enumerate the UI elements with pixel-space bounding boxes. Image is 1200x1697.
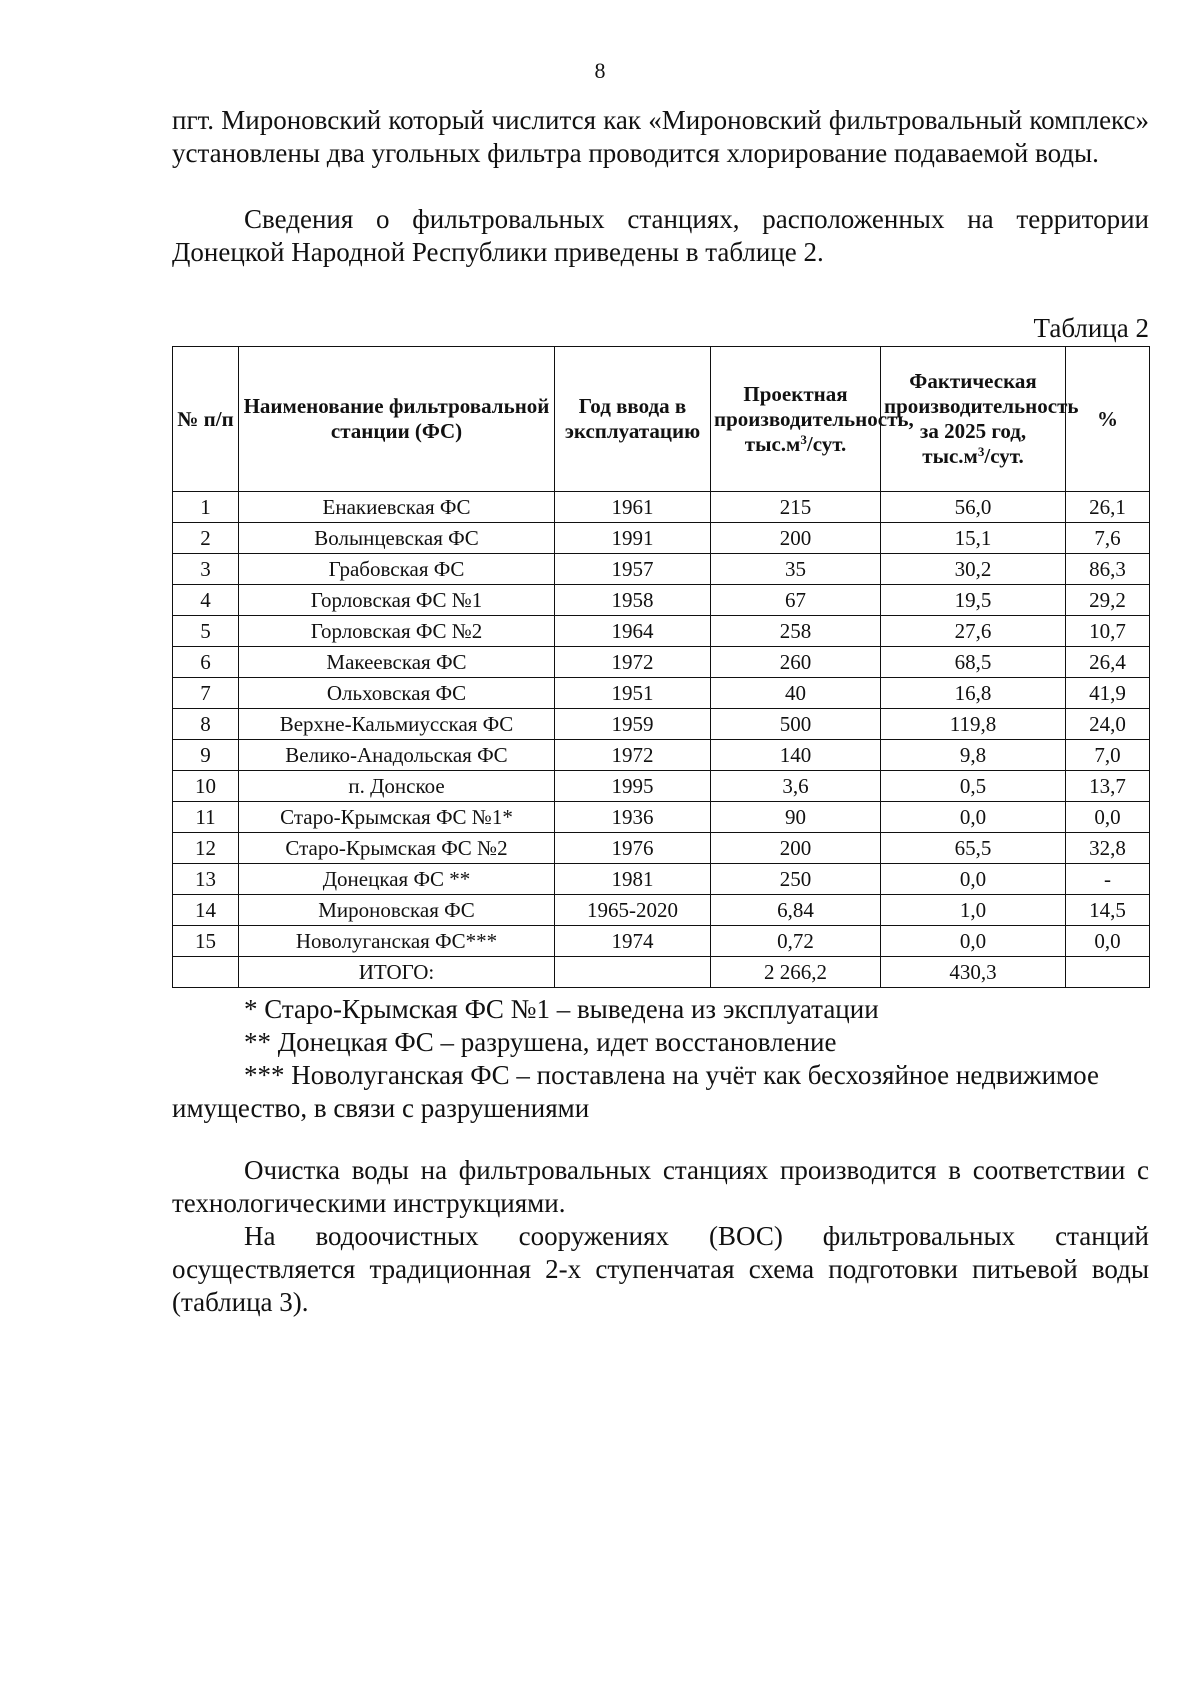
cell-design: 260: [711, 647, 881, 678]
cell-percent: 41,9: [1066, 678, 1150, 709]
cell-actual: 119,8: [881, 709, 1066, 740]
header-actual-sup: 3: [977, 444, 985, 459]
cell-percent: 26,4: [1066, 647, 1150, 678]
cell-actual: 68,5: [881, 647, 1066, 678]
cell-design: 250: [711, 864, 881, 895]
cell-year: 1995: [555, 771, 711, 802]
cell-percent: 0,0: [1066, 926, 1150, 957]
table-row: [173, 926, 1150, 957]
cell-percent: [1066, 957, 1150, 988]
cell-design: 3,6: [711, 771, 881, 802]
cell-num: 6: [173, 647, 239, 678]
cell-year: 1957: [555, 554, 711, 585]
cell-design: 40: [711, 678, 881, 709]
cell-num: 7: [173, 678, 239, 709]
cell-num: 4: [173, 585, 239, 616]
cell-percent: -: [1066, 864, 1150, 895]
cell-num: [173, 957, 239, 988]
cell-year: 1959: [555, 709, 711, 740]
cell-num: 9: [173, 740, 239, 771]
cell-year: 1936: [555, 802, 711, 833]
footnote-3: *** Новолуганская ФС – поставлена на учёт как бесхозяйное недвижимое имущество, в связи с разрушениями: [172, 1060, 1099, 1123]
cell-num: 2: [173, 523, 239, 554]
table-row: [173, 585, 1150, 616]
header-design: [711, 347, 914, 492]
cell-actual: 0,0: [881, 864, 1066, 895]
cell-actual: 27,6: [881, 616, 1066, 647]
total-design: 2 266,2: [711, 957, 881, 988]
cell-percent: 32,8: [1066, 833, 1150, 864]
table-row: [173, 771, 1150, 802]
cell-design: 90: [711, 802, 881, 833]
cell-design: 200: [711, 523, 881, 554]
cell-year: [555, 957, 711, 988]
cell-percent: 29,2: [1066, 585, 1150, 616]
cell-name: Донецкая ФС **: [239, 864, 555, 895]
table-caption: Таблица 2: [1033, 313, 1149, 343]
table-row: [173, 647, 1150, 678]
table-row: [173, 709, 1150, 740]
cell-name: Макеевская ФС: [239, 647, 555, 678]
table-row: [173, 616, 1150, 647]
header-percent: %: [1066, 347, 1150, 492]
cell-actual: 56,0: [881, 492, 1066, 523]
cell-design: 67: [711, 585, 881, 616]
cell-name: Волынцевская ФС: [239, 523, 555, 554]
cell-percent: 7,6: [1066, 523, 1150, 554]
table-row: [173, 554, 1150, 585]
table-row: [173, 833, 1150, 864]
cell-year: 1972: [555, 740, 711, 771]
cell-actual: 1,0: [881, 895, 1066, 926]
outro-paragraph-2: На водоочистных сооружениях (ВОС) фильтровальных станций осуществляется традиционная 2-х ступенчатая схема подготовки питьевой воды (таблица 3).: [172, 1221, 1149, 1317]
cell-actual: 0,0: [881, 926, 1066, 957]
cell-year: 1965-2020: [555, 895, 711, 926]
cell-actual: 0,5: [881, 771, 1066, 802]
cell-num: 8: [173, 709, 239, 740]
page-number: 8: [594, 58, 606, 83]
table-row: [173, 523, 1150, 554]
cell-design: 0,72: [711, 926, 881, 957]
header-design-unit: /сут.: [806, 431, 847, 456]
header-design-sup: 3: [800, 431, 807, 447]
table-row: [173, 802, 1150, 833]
cell-actual: 16,8: [881, 678, 1066, 709]
cell-name: Старо-Крымская ФС №1*: [239, 802, 555, 833]
cell-name: Грабовская ФС: [239, 554, 555, 585]
cell-year: 1976: [555, 833, 711, 864]
cell-actual: 0,0: [881, 802, 1066, 833]
table-row: [173, 895, 1150, 926]
cell-percent: 86,3: [1066, 554, 1150, 585]
cell-year: 1964: [555, 616, 711, 647]
cell-percent: 24,0: [1066, 709, 1150, 740]
cell-num: 10: [173, 771, 239, 802]
cell-actual: 30,2: [881, 554, 1066, 585]
cell-num: 1: [173, 492, 239, 523]
cell-name: Мироновская ФС: [239, 895, 555, 926]
cell-name: Горловская ФС №2: [239, 616, 555, 647]
cell-design: 258: [711, 616, 881, 647]
cell-year: 1981: [555, 864, 711, 895]
cell-num: 13: [173, 864, 239, 895]
cell-year: 1961: [555, 492, 711, 523]
cell-design: 215: [711, 492, 881, 523]
cell-year: 1951: [555, 678, 711, 709]
cell-actual: 15,1: [881, 523, 1066, 554]
cell-name: Енакиевская ФС: [239, 492, 555, 523]
cell-num: 15: [173, 926, 239, 957]
table-row: [173, 492, 1150, 523]
header-name: Наименование фильтровальной станции (ФС): [239, 347, 555, 492]
cell-design: 140: [711, 740, 881, 771]
table-row: [173, 864, 1150, 895]
cell-year: 1958: [555, 585, 711, 616]
header-design-text: Проектная производительность, тыс.м: [714, 381, 914, 456]
cell-percent: 13,7: [1066, 771, 1150, 802]
cell-num: 11: [173, 802, 239, 833]
header-num: № п/п: [173, 347, 239, 492]
cell-percent: 0,0: [1066, 802, 1150, 833]
header-actual-text: Фактическая производительность за 2025 год, тыс.м: [884, 369, 1079, 468]
cell-num: 3: [173, 554, 239, 585]
cell-name: п. Донское: [239, 771, 555, 802]
total-actual: 430,3: [881, 957, 1066, 988]
cell-percent: 7,0: [1066, 740, 1150, 771]
cell-design: 500: [711, 709, 881, 740]
cell-actual: 65,5: [881, 833, 1066, 864]
table-body: [173, 492, 1150, 988]
footnote-2: ** Донецкая ФС – разрушена, идет восстановление: [244, 1027, 837, 1057]
cell-percent: 14,5: [1066, 895, 1150, 926]
stations-table: [172, 346, 1150, 988]
cell-num: 5: [173, 616, 239, 647]
intro-paragraph-1: пгт. Мироновский который числится как «Мироновский фильтровальный комплекс» установлены два угольных фильтра проводится хлорирование подаваемой воды.: [172, 105, 1149, 168]
outro-paragraph-1: Очистка воды на фильтровальных станциях производится в соответствии с технологическими инструкциями.: [172, 1155, 1149, 1218]
footnote-1: * Старо-Крымская ФС №1 – выведена из эксплуатации: [244, 994, 879, 1024]
cell-name: Ольховская ФС: [239, 678, 555, 709]
cell-design: 6,84: [711, 895, 881, 926]
header-year: Год ввода в эксплуатацию: [555, 347, 711, 492]
cell-percent: 10,7: [1066, 616, 1150, 647]
cell-name: Новолуганская ФС***: [239, 926, 555, 957]
table-row: [173, 678, 1150, 709]
intro-paragraph-2: Сведения о фильтровальных станциях, расположенных на территории Донецкой Народной Республики приведены в таблице 2.: [172, 204, 1149, 267]
cell-name: Верхне-Кальмиусская ФС: [239, 709, 555, 740]
cell-design: 35: [711, 554, 881, 585]
cell-year: 1972: [555, 647, 711, 678]
cell-year: 1991: [555, 523, 711, 554]
table-row: [173, 740, 1150, 771]
cell-actual: 9,8: [881, 740, 1066, 771]
cell-year: 1974: [555, 926, 711, 957]
cell-name: Велико-Анадольская ФС: [239, 740, 555, 771]
total-label: ИТОГО:: [239, 957, 555, 988]
table-total-row: [173, 957, 1150, 988]
cell-num: 12: [173, 833, 239, 864]
header-actual-unit: /сут.: [984, 444, 1024, 468]
cell-percent: 26,1: [1066, 492, 1150, 523]
table-header-row: [173, 347, 1150, 492]
cell-actual: 19,5: [881, 585, 1066, 616]
cell-num: 14: [173, 895, 239, 926]
cell-design: 200: [711, 833, 881, 864]
cell-name: Горловская ФС №1: [239, 585, 555, 616]
cell-name: Старо-Крымская ФС №2: [239, 833, 555, 864]
